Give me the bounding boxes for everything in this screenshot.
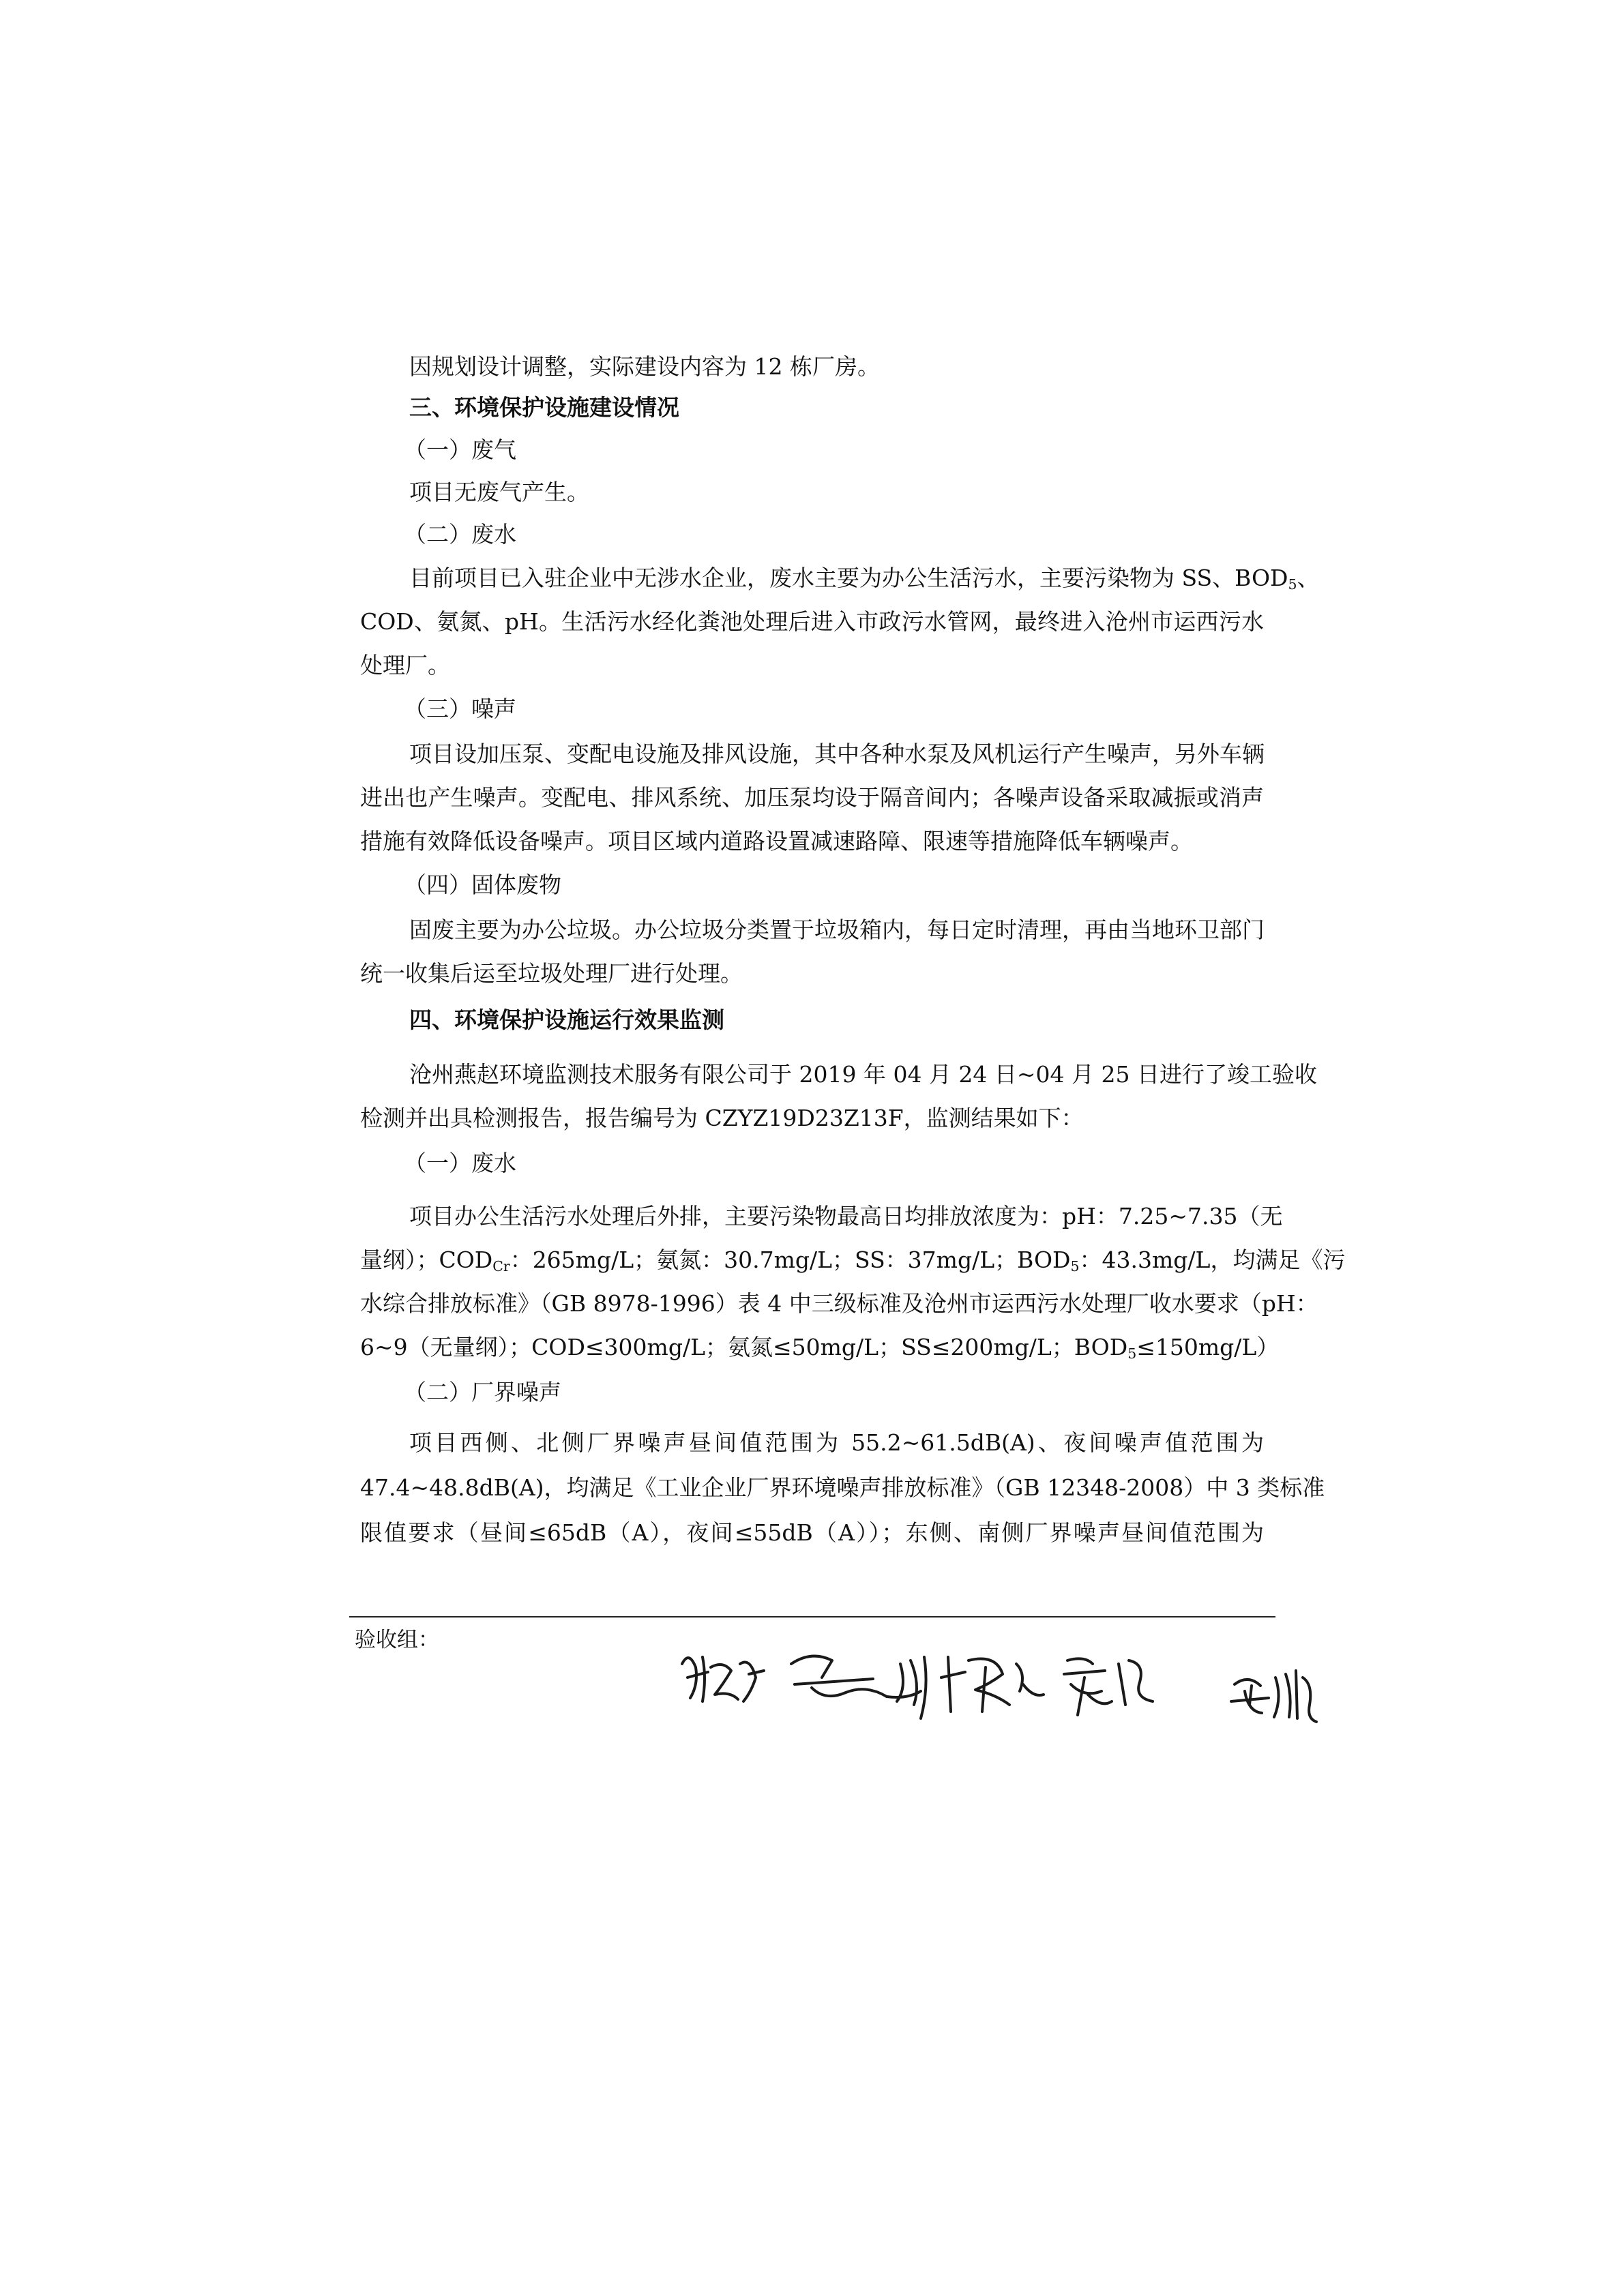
signature-5 bbox=[1231, 1671, 1316, 1722]
signature-1 bbox=[682, 1657, 764, 1701]
signature-3 bbox=[941, 1657, 1044, 1712]
paragraph-line: 项目无废气产生。 bbox=[409, 479, 589, 505]
paragraph-line: 项目设加压泵、变配电设施及排风设施，其中各种水泵及风机运行产生噪声，另外车辆 bbox=[409, 741, 1265, 767]
subsection-heading: （三）噪声 bbox=[404, 696, 516, 722]
paragraph-line: 措施有效降低设备噪声。项目区域内道路设置减速路障、限速等措施降低车辆噪声。 bbox=[360, 828, 1193, 854]
subsection-heading: （二）废水 bbox=[404, 521, 516, 548]
footer-divider bbox=[349, 1616, 1275, 1617]
acceptance-group-label: 验收组： bbox=[355, 1628, 439, 1652]
section-heading: 三、环境保护设施建设情况 bbox=[409, 394, 679, 421]
subsection-heading: （一）废水 bbox=[404, 1150, 516, 1176]
paragraph-line: 沧州燕赵环境监测技术服务有限公司于 2019 年 04 月 24 日~04 月 25 日进行了竣工验收 bbox=[409, 1061, 1318, 1088]
paragraph-line: 量纲）；$COD_{Cr}$：265mg/L；氨氮：30.7mg/L；SS：37mg/L；$BOD_5$：43.3mg/L，均满足《污 bbox=[360, 1247, 1346, 1275]
paragraph-line: COD、氨氮、pH。生活污水经化粪池处理后进入市政污水管网，最终进入沧州市运西污水 bbox=[360, 608, 1264, 635]
handwritten-signatures bbox=[675, 1637, 1357, 1732]
paragraph-line: 检测并出具检测报告，报告编号为 CZYZ19D23Z13F，监测结果如下： bbox=[360, 1105, 1084, 1131]
paragraph-line: 因规划设计调整，实际建设内容为 12 栋厂房。 bbox=[409, 353, 880, 380]
paragraph-line: 项目西侧、北侧厂界噪声昼间值范围为 55.2~61.5dB(A)、夜间噪声值范围为 bbox=[409, 1429, 1264, 1456]
signature-4 bbox=[1064, 1658, 1153, 1715]
paragraph-line: 处理厂。 bbox=[360, 652, 450, 679]
paragraph-line: 固废主要为办公垃圾。办公垃圾分类置于垃圾箱内，每日定时清理，再由当地环卫部门 bbox=[409, 916, 1265, 943]
paragraph-line: 目前项目已入驻企业中无涉水企业，废水主要为办公生活污水，主要污染物为 SS、$BOD_5$、 bbox=[409, 565, 1320, 593]
paragraph-line: 统一收集后运至垃圾处理厂进行处理。 bbox=[360, 960, 743, 987]
section-heading: 四、环境保护设施运行效果监测 bbox=[409, 1007, 724, 1033]
paragraph-line: 限值要求（昼间≤65dB（A），夜间≤55dB（A））；东侧、南侧厂界噪声昼间值范围为 bbox=[360, 1519, 1264, 1546]
paragraph-line: 47.4~48.8dB(A)，均满足《工业企业厂界环境噪声排放标准》（GB 12348-2008）中 3 类标准 bbox=[360, 1474, 1325, 1501]
subsection-heading: （一）废气 bbox=[404, 436, 516, 463]
subsection-heading: （二）厂界噪声 bbox=[404, 1379, 561, 1405]
paragraph-line: 项目办公生活污水处理后外排，主要污染物最高日均排放浓度为：pH：7.25~7.35（无 bbox=[409, 1203, 1283, 1229]
signature-2 bbox=[791, 1656, 926, 1718]
paragraph-line: 进出也产生噪声。变配电、排风系统、加压泵均设于隔音间内；各噪声设备采取减振或消声 bbox=[360, 784, 1264, 811]
paragraph-line: 6~9（无量纲）；COD≤300mg/L；氨氮≤50mg/L；SS≤200mg/L；$BOD_5\le 150mg/L$） bbox=[360, 1334, 1280, 1362]
subsection-heading: （四）固体废物 bbox=[404, 871, 561, 898]
paragraph-line: 水综合排放标准》（GB 8978-1996）表 4 中三级标准及沧州市运西污水处理厂收水要求（pH： bbox=[360, 1290, 1318, 1317]
